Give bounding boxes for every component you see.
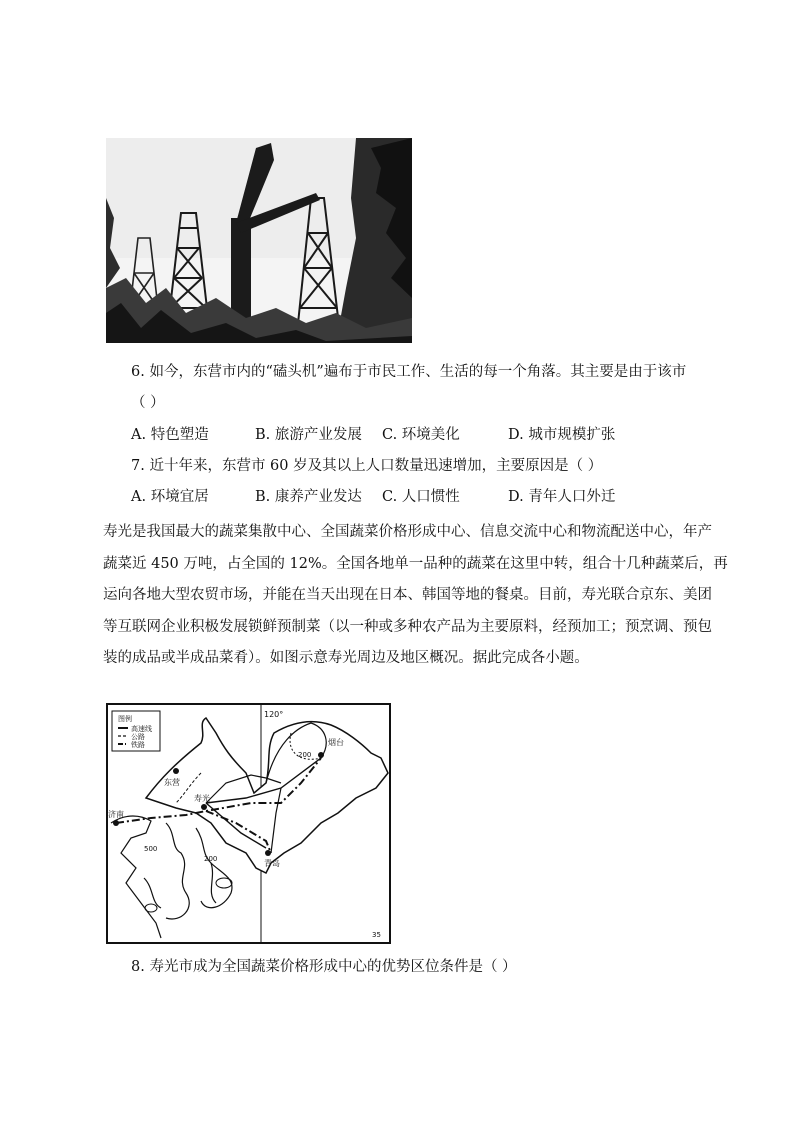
question-6-stem: 6. 如今，东营市内的“磕头机”遍布于市民工作、生活的每一个角落。其主要是由于该市 — [131, 364, 687, 380]
passage-line: 寿光是我国最大的蔬菜集散中心、全国蔬菜价格形成中心、信息交流中心和物流配送中心，年产 — [103, 524, 712, 540]
oil-pumpjack-photo — [106, 138, 412, 343]
option-c[interactable]: C. 人口惯性 — [382, 489, 460, 505]
question-8-stem: 8. 寿光市成为全国蔬菜价格形成中心的优势区位条件是（ ） — [131, 959, 517, 975]
reading-passage — [103, 517, 728, 675]
passage-line: 蔬菜近 450 万吨，占全国的 12%。全国各地单一品种的蔬菜在这里中转，组合十几种蔬菜后，再 — [103, 555, 728, 572]
shouguang-region-map — [106, 703, 391, 944]
option-d[interactable]: D. 青年人口外迁 — [508, 489, 616, 505]
map-label-dongying: 东营 — [164, 778, 180, 787]
map-label-latitude: 35 — [372, 931, 381, 939]
passage-line: 等互联网企业积极发展锁鲜预制菜（以一种或多种农产品为主要原料，经预加工；预烹调、预包 — [103, 618, 712, 635]
map-label-elevation: 200 — [298, 751, 312, 759]
map-label-yantai: 烟台 — [328, 738, 344, 747]
map-label-longitude: 120° — [264, 710, 284, 719]
map-legend-road: 公路 — [131, 733, 145, 741]
map-label-elevation: 200 — [204, 855, 218, 863]
map-label-shouguang: 寿光 — [194, 794, 210, 803]
question-7-stem: 7. 近十年来，东营市 60 岁及其以上人口数量迅速增加，主要原因是（ ） — [131, 458, 603, 474]
option-a[interactable]: A. 环境宜居 — [131, 489, 209, 505]
map-legend-highway: 高速线 — [131, 725, 152, 733]
passage-line: 运向各地大型农贸市场，并能在当天出现在日本、韩国等地的餐桌。目前，寿光联合京东、美团 — [103, 587, 712, 603]
map-label-qingdao: 青岛 — [264, 859, 280, 868]
option-d[interactable]: D. 城市规模扩张 — [508, 427, 616, 443]
passage-line: 装的成品或半成品菜肴）。如图示意寿光周边及地区概况。据此完成各小题。 — [103, 650, 589, 666]
map-legend-railway: 铁路 — [131, 741, 145, 749]
question-6-answer-blank: （ ） — [131, 395, 165, 411]
option-b[interactable]: B. 旅游产业发展 — [255, 427, 362, 443]
map-label-elevation: 500 — [144, 845, 158, 853]
option-a[interactable]: A. 特色塑造 — [131, 427, 209, 443]
option-b[interactable]: B. 康养产业发达 — [255, 489, 362, 505]
option-c[interactable]: C. 环境美化 — [382, 427, 460, 443]
map-label-jinan: 济南 — [108, 810, 124, 819]
map-legend-title: 图例 — [118, 715, 132, 723]
